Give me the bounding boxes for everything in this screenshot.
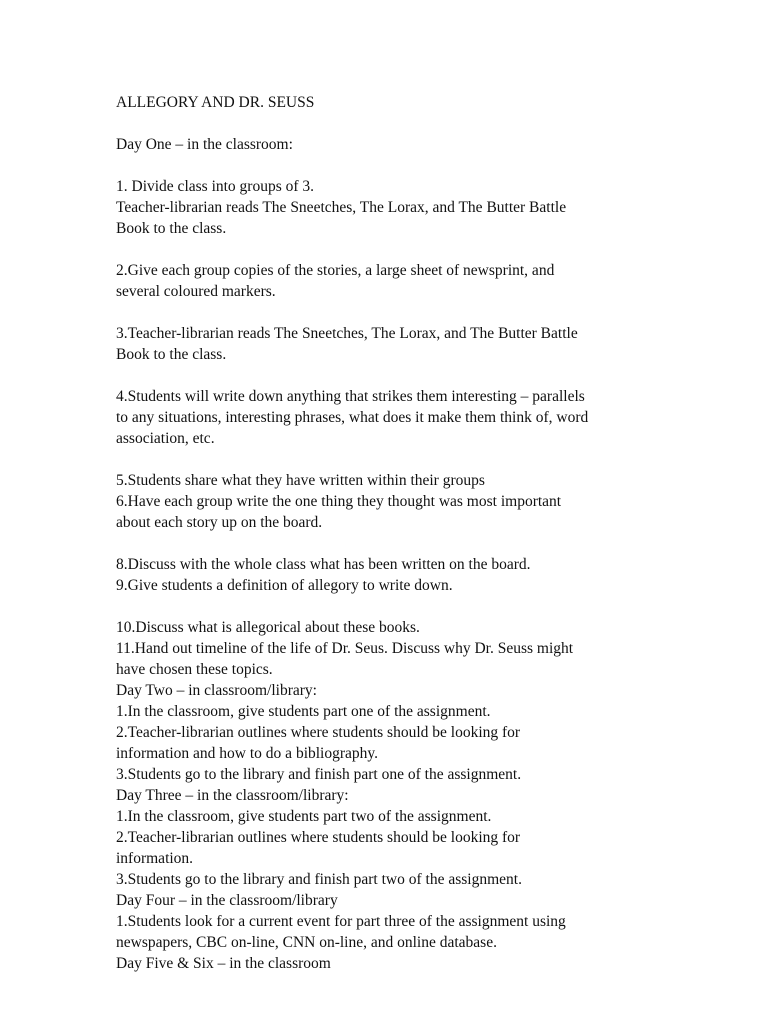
text-line: Day Two – in classroom/library: [116, 682, 317, 699]
text-line: 3.Students go to the library and finish part one of the assignment. [116, 766, 522, 783]
document-lines [116, 134, 676, 974]
text-line: 5.Students share what they have written within their groups [116, 472, 485, 489]
text-line: Day Three – in the classroom/library: [116, 787, 349, 804]
line-spacer [116, 239, 676, 260]
document-body [116, 92, 676, 974]
line-spacer [116, 155, 676, 176]
text-line: to any situations, interesting phrases, what does it make them think of, word [116, 409, 589, 426]
text-line: 1.Students look for a current event for part three of the assignment using [116, 913, 566, 930]
text-line: 2.Teacher-librarian outlines where students should be looking for [116, 829, 521, 846]
text-line: 2.Teacher-librarian outlines where students should be looking for [116, 724, 521, 741]
text-line: 4.Students will write down anything that strikes them interesting – parallels [116, 388, 585, 405]
line-spacer [116, 449, 676, 470]
text-line: newspapers, CBC on-line, CNN on-line, and online database. [116, 934, 497, 951]
text-line: 6.Have each group write the one thing they thought was most important [116, 493, 562, 510]
line-spacer [116, 365, 676, 386]
text-line: 9.Give students a definition of allegory to write down. [116, 577, 453, 594]
document-title: ALLEGORY AND DR. SEUSS [116, 94, 315, 111]
line-spacer [116, 533, 676, 554]
text-line: Teacher-librarian reads The Sneetches, The Lorax, and The Butter Battle [116, 199, 567, 216]
text-line: 8.Discuss with the whole class what has been written on the board. [116, 556, 531, 573]
text-line: 11.Hand out timeline of the life of Dr. Seus. Discuss why Dr. Seuss might [116, 640, 574, 657]
text-line: Day Five & Six – in the classroom [116, 955, 331, 972]
text-line: several coloured markers. [116, 283, 276, 300]
line-spacer [116, 113, 676, 134]
text-line: about each story up on the board. [116, 514, 323, 531]
text-line: information. [116, 850, 194, 867]
text-line: Book to the class. [116, 346, 227, 363]
text-line: have chosen these topics. [116, 661, 273, 678]
text-line: 2.Give each group copies of the stories, a large sheet of newsprint, and [116, 262, 555, 279]
text-line: 3.Teacher-librarian reads The Sneetches, The Lorax, and The Butter Battle [116, 325, 578, 342]
line-spacer [116, 596, 676, 617]
text-line: Book to the class. [116, 220, 227, 237]
text-line: 1.In the classroom, give students part two of the assignment. [116, 808, 492, 825]
text-line: Day One – in the classroom: [116, 136, 293, 153]
text-line: 10.Discuss what is allegorical about these books. [116, 619, 420, 636]
text-line: 1. Divide class into groups of 3. [116, 178, 315, 195]
text-line: 3.Students go to the library and finish part two of the assignment. [116, 871, 522, 888]
line-spacer [116, 302, 676, 323]
text-line: 1.In the classroom, give students part one of the assignment. [116, 703, 491, 720]
text-line: Day Four – in the classroom/library [116, 892, 338, 909]
text-line: information and how to do a bibliography. [116, 745, 379, 762]
text-line: association, etc. [116, 430, 215, 447]
